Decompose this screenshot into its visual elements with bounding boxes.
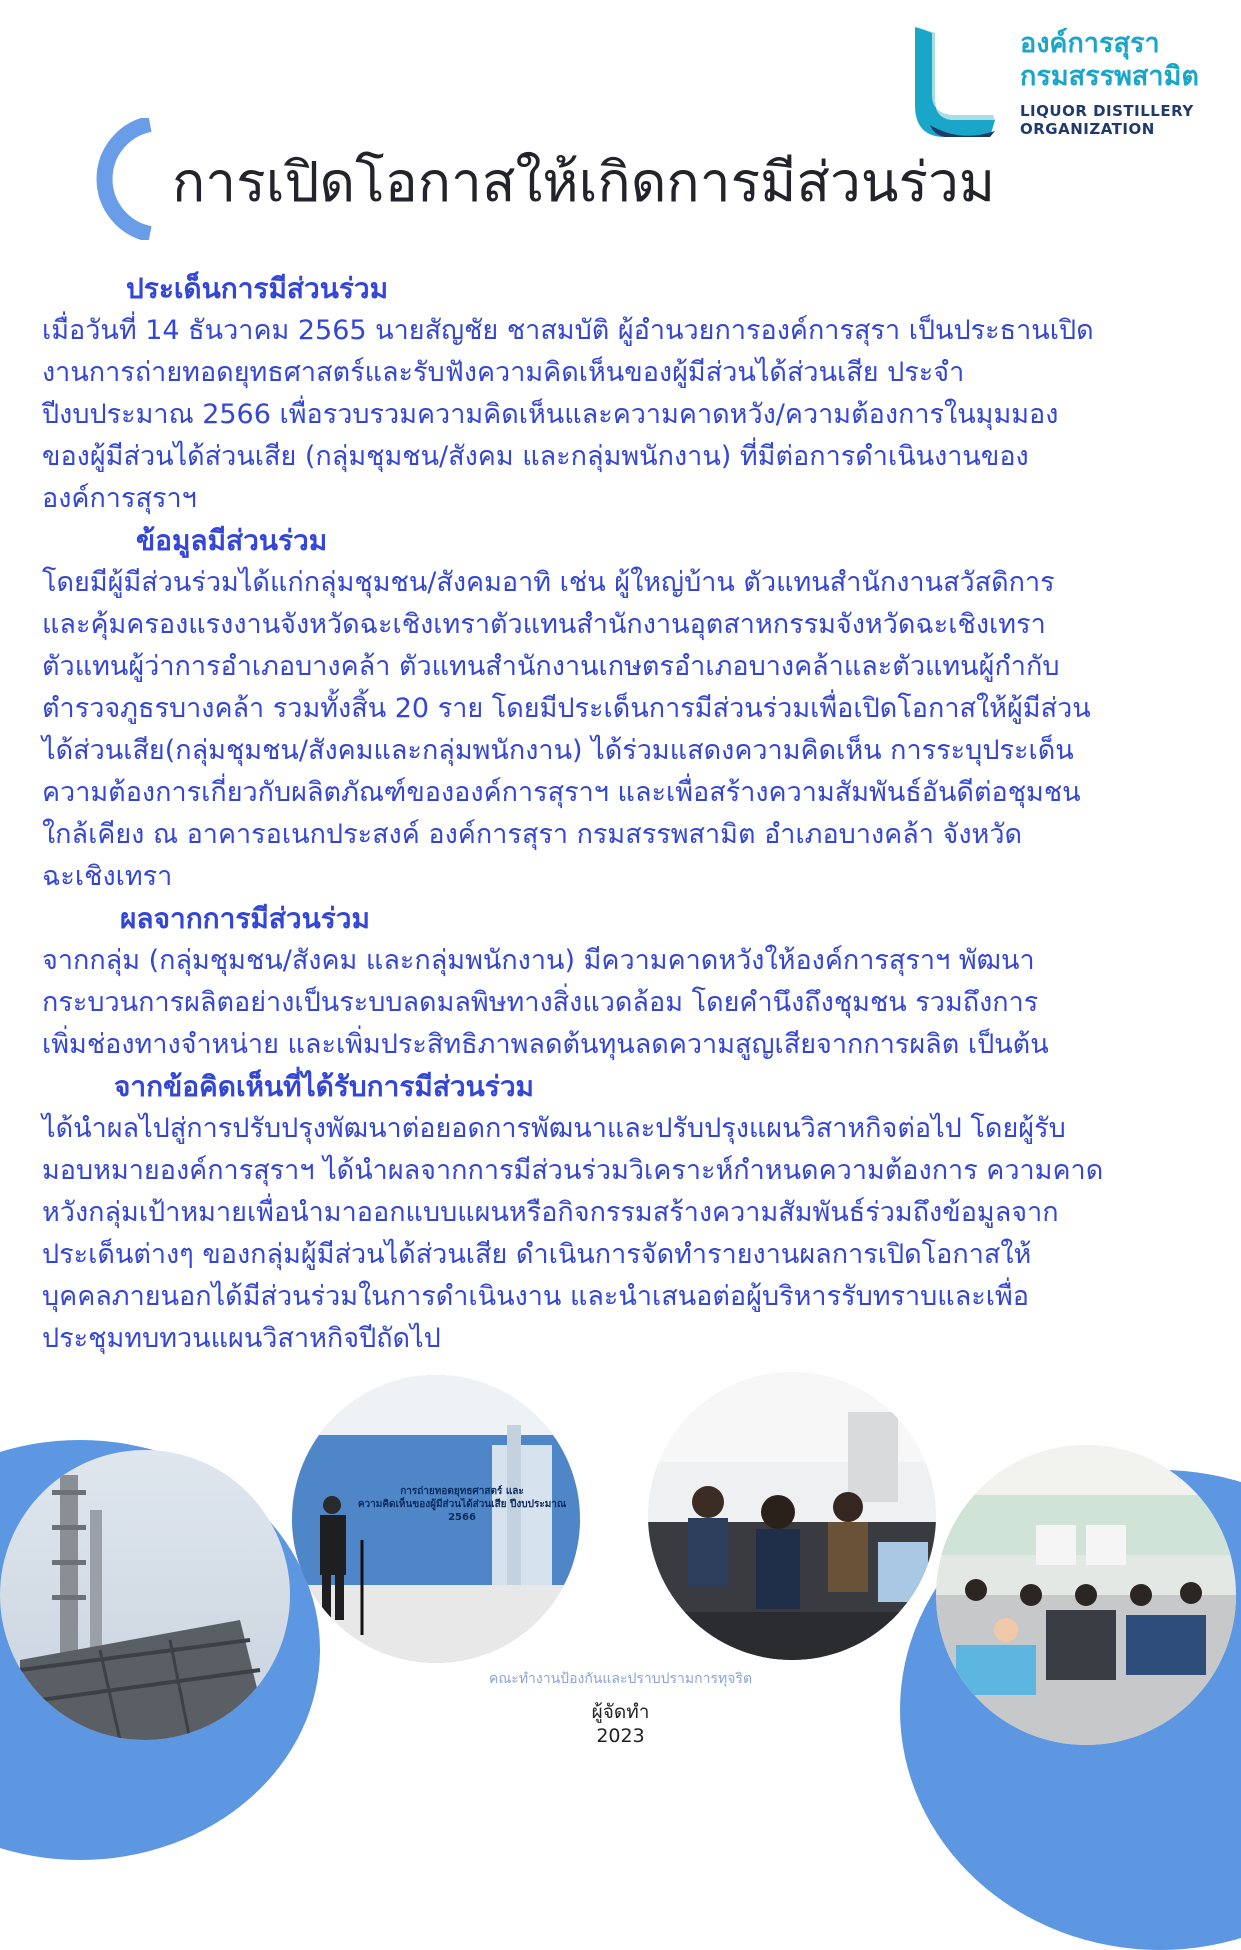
photo-strip bbox=[0, 1350, 1241, 1755]
paragraph-line: ได้ส่วนเสีย(กลุ่มชุมชน/สังคมและกลุ่มพนักงาน) ได้ร่วมแสดงความคิดเห็น การระบุประเด็น bbox=[42, 735, 1074, 766]
committee-credit: คณะทำงานป้องกันและปราบปรามการทุจริต bbox=[488, 1671, 753, 1687]
photo-audience bbox=[648, 1372, 936, 1660]
paragraph-line: งานการถ่ายทอดยุทธศาสตร์และรับฟังความคิดเห็นของผู้มีส่วนได้ส่วนเสีย ประจำ bbox=[42, 357, 965, 388]
logo-thai-line2: กรมสรรพสามิต bbox=[1020, 61, 1199, 92]
section-heading-issues: ประเด็นการมีส่วนร่วม bbox=[126, 272, 389, 305]
section-heading-participants: ข้อมูลมีส่วนร่วม bbox=[136, 524, 328, 557]
banner-text bbox=[347, 1485, 577, 1524]
paragraph-line: เมื่อวันที่ 14 ธันวาคม 2565 นายสัญชัย ชาสมบัติ ผู้อำนวยการองค์การสุรา เป็นประธานเปิด bbox=[42, 315, 1094, 346]
paragraph-line: ฉะเชิงเทรา bbox=[42, 861, 173, 892]
section-heading-feedback: จากข้อคิดเห็นที่ได้รับการมีส่วนร่วม bbox=[114, 1070, 534, 1103]
paragraph-line: ตำรวจภูธรบางคล้า รวมทั้งสิ้น 20 ราย โดยมีประเด็นการมีส่วนร่วมเพื่อเปิดโอกาสให้ผู้มีส่วน bbox=[42, 693, 1091, 724]
paragraph-line: ปีงบประมาณ 2566 เพื่อรวบรวมความคิดเห็นและความคาดหวัง/ความต้องการในมุมมอง bbox=[42, 399, 1059, 430]
section-heading-results: ผลจากการมีส่วนร่วม bbox=[120, 902, 370, 935]
paragraph-line: ประชุมทบทวนแผนวิสาหกิจปีถัดไป bbox=[42, 1323, 441, 1354]
paragraph-line: มอบหมายองค์การสุราฯ ได้นำผลจากการมีส่วนร่วมวิเคราะห์กำหนดความต้องการ ความคาด bbox=[42, 1155, 1104, 1186]
paragraph-line: ตัวแทนผู้ว่าการอำเภอบางคล้า ตัวแทนสำนักงานเกษตรอำเภอบางคล้าและตัวแทนผู้กำกับ bbox=[42, 651, 1060, 682]
logo-thai-line1: องค์การสุรา bbox=[1020, 28, 1160, 59]
paragraph-line: โดยมีผู้มีส่วนร่วมได้แก่กลุ่มชุมชน/สังคมอาทิ เช่น ผู้ใหญ่บ้าน ตัวแทนสำนักงานสวัสดิการ bbox=[42, 567, 1055, 598]
producer-label: ผู้จัดทำ bbox=[591, 1701, 650, 1723]
photo-speaker-banner bbox=[292, 1375, 580, 1663]
paragraph-line: ประเด็นต่างๆ ของกลุ่มผู้มีส่วนได้ส่วนเสีย ดำเนินการจัดทำรายงานผลการเปิดโอกาสให้ bbox=[42, 1239, 1032, 1270]
paragraph-line: หวังกลุ่มเป้าหมายเพื่อนำมาออกแบบแผนหรือกิจกรรมสร้างความสัมพันธ์ร่วมถึงข้อมูลจาก bbox=[42, 1197, 1059, 1228]
paragraph-line: ของผู้มีส่วนได้ส่วนเสีย (กลุ่มชุมชน/สังคม และกลุ่มพนักงาน) ที่มีต่อการดำเนินงานของ bbox=[42, 441, 1029, 472]
page-title: การเปิดโอกาสให้เกิดการมีส่วนร่วม bbox=[172, 150, 996, 214]
paragraph-line: องค์การสุราฯ bbox=[42, 483, 197, 514]
paragraph-line: บุคคลภายนอกได้มีส่วนร่วมในการดำเนินงาน และนำเสนอต่อผู้บริหารรับทราบและเพื่อ bbox=[42, 1281, 1030, 1312]
paragraph-line: กระบวนการผลิตอย่างเป็นระบบลดมลพิษทางสิ่งแวดล้อม โดยคำนึงถึงชุมชน รวมถึงการ bbox=[42, 987, 1039, 1018]
paragraph-line: ได้นำผลไปสู่การปรับปรุงพัฒนาต่อยอดการพัฒนาและปรับปรุงแผนวิสาหกิจต่อไป โดยผู้รับ bbox=[42, 1113, 1066, 1144]
banner-line1: การถ่ายทอดยุทธศาสตร์ และ bbox=[400, 1486, 524, 1497]
logo bbox=[910, 25, 1220, 145]
paragraph-line: จากกลุ่ม (กลุ่มชุมชน/สังคม และกลุ่มพนักงาน) มีความคาดหวังให้องค์การสุราฯ พัฒนา bbox=[42, 945, 1035, 976]
title-arc-icon bbox=[90, 118, 162, 240]
paragraph-line: เพิ่มช่องทางจำหน่าย และเพิ่มประสิทธิภาพลดต้นทุนลดความสูญเสียจากการผลิต เป็นต้น bbox=[42, 1029, 1049, 1060]
photo-distillery-tower bbox=[0, 1450, 290, 1740]
logo-en-line2: ORGANIZATION bbox=[1020, 120, 1155, 138]
content bbox=[42, 268, 1212, 1360]
paragraph-line: ความต้องการเกี่ยวกับผลิตภัณฑ์ขององค์การสุราฯ และเพื่อสร้างความสัมพันธ์อันดีต่อชุมชน bbox=[42, 777, 1081, 808]
paragraph-line: ใกล้เคียง ณ อาคารอเนกประสงค์ องค์การสุรา กรมสรรพสามิต อำเภอบางคล้า จังหวัด bbox=[42, 819, 1023, 850]
logo-en-line1: LIQUOR DISTILLERY bbox=[1020, 102, 1194, 120]
producer-year: 2023 bbox=[596, 1725, 645, 1747]
producer-block bbox=[0, 1700, 1241, 1748]
banner-line2: ความคิดเห็นของผู้มีส่วนได้ส่วนเสีย ปีงบประมาณ 2566 bbox=[357, 1499, 567, 1523]
paragraph-line: และคุ้มครองแรงงานจังหวัดฉะเชิงเทราตัวแทนสำนักงานอุตสาหกรรมจังหวัดฉะเชิงเทรา bbox=[42, 609, 1046, 640]
logo-mark-icon bbox=[910, 25, 1000, 140]
